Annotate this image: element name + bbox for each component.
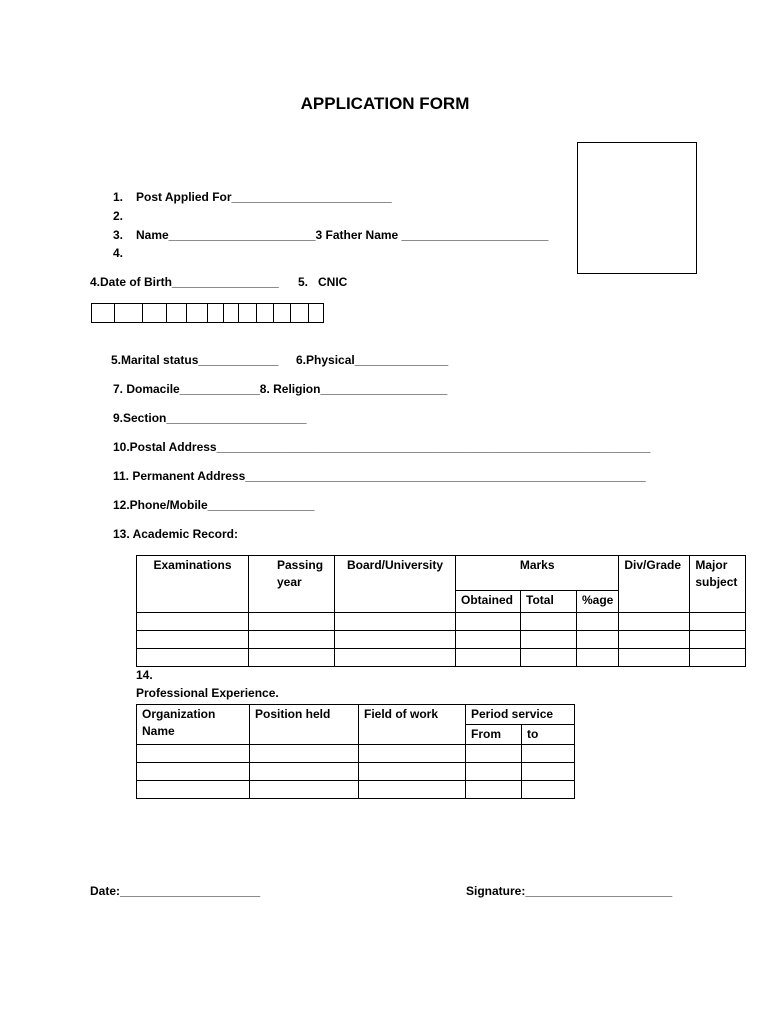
table-cell[interactable] (619, 613, 690, 631)
item-5-number: 5. (298, 275, 309, 289)
percentage-header: %age (577, 591, 619, 613)
marital-status-field[interactable]: 5.Marital status____________ (111, 353, 279, 367)
table-cell[interactable] (359, 763, 466, 781)
table-cell[interactable] (521, 613, 577, 631)
cnic-digit-box[interactable] (308, 304, 323, 322)
name-father-name-field[interactable]: Name______________________3 Father Name ______________________ (136, 228, 549, 242)
physical-field[interactable]: 6.Physical______________ (296, 353, 449, 367)
table-cell[interactable] (466, 763, 522, 781)
table-cell[interactable] (521, 631, 577, 649)
table-cell[interactable] (137, 781, 250, 799)
item-4-number: 4. (113, 246, 124, 260)
cnic-digit-box[interactable] (238, 304, 256, 322)
table-row (137, 745, 575, 763)
item-3-number: 3. (113, 228, 124, 242)
table-cell[interactable] (466, 781, 522, 799)
table-cell[interactable] (456, 631, 521, 649)
section-field[interactable]: 9.Section_____________________ (113, 411, 307, 425)
table-cell[interactable] (690, 631, 746, 649)
cnic-digit-box[interactable] (186, 304, 207, 322)
major-subject-header: Major subject (690, 556, 746, 613)
domacile-religion-field[interactable]: 7. Domacile____________8. Religion___________________ (113, 382, 448, 396)
examinations-header: Examinations (137, 556, 249, 613)
div-grade-header: Div/Grade (619, 556, 690, 613)
professional-experience-table (136, 704, 575, 799)
table-cell[interactable] (456, 649, 521, 667)
cnic-digit-box[interactable] (290, 304, 308, 322)
table-cell[interactable] (577, 613, 619, 631)
item-14-number: 14. (136, 668, 153, 682)
board-university-header: Board/University (335, 556, 456, 613)
organization-name-header: Organization Name (137, 705, 250, 745)
marks-header: Marks (456, 556, 619, 591)
obtained-header: Obtained (456, 591, 521, 613)
table-cell[interactable] (137, 763, 250, 781)
table-cell[interactable] (250, 745, 359, 763)
table-cell[interactable] (137, 613, 249, 631)
position-held-header: Position held (250, 705, 359, 745)
table-cell[interactable] (577, 631, 619, 649)
table-cell[interactable] (249, 631, 335, 649)
period-service-header: Period service (466, 705, 575, 725)
cnic-digit-box[interactable] (273, 304, 290, 322)
cnic-digit-box[interactable] (92, 304, 114, 322)
table-cell[interactable] (690, 613, 746, 631)
item-1-number: 1. (113, 190, 124, 204)
table-cell[interactable] (335, 649, 456, 667)
table-cell[interactable] (577, 649, 619, 667)
date-field[interactable]: Date:_____________________ (90, 884, 261, 898)
signature-field[interactable]: Signature:______________________ (466, 884, 673, 898)
total-header: Total (521, 591, 577, 613)
passing-year-header: Passing year (249, 556, 335, 613)
table-row (137, 631, 746, 649)
table-cell[interactable] (619, 631, 690, 649)
cnic-digit-box[interactable] (114, 304, 142, 322)
table-cell[interactable] (250, 781, 359, 799)
table-cell[interactable] (137, 631, 249, 649)
academic-record-heading: 13. Academic Record: (113, 527, 238, 541)
table-cell[interactable] (466, 745, 522, 763)
to-header: to (522, 725, 575, 745)
cnic-boxes[interactable] (91, 303, 324, 323)
table-cell[interactable] (456, 613, 521, 631)
table-cell[interactable] (522, 763, 575, 781)
table-cell[interactable] (137, 745, 250, 763)
cnic-digit-box[interactable] (166, 304, 186, 322)
table-cell[interactable] (522, 745, 575, 763)
table-row (137, 781, 575, 799)
table-cell[interactable] (619, 649, 690, 667)
table-row (137, 613, 746, 631)
table-cell[interactable] (521, 649, 577, 667)
photo-box (577, 142, 697, 274)
table-cell[interactable] (249, 649, 335, 667)
form-title: APPLICATION FORM (300, 94, 470, 113)
table-cell[interactable] (359, 745, 466, 763)
table-cell[interactable] (335, 613, 456, 631)
postal-address-field[interactable]: 10.Postal Address_________________________________________________________________ (113, 440, 651, 454)
academic-record-table (136, 555, 746, 667)
item-2-number: 2. (113, 209, 124, 223)
date-of-birth-field[interactable]: 4.Date of Birth________________ (90, 275, 279, 289)
table-cell[interactable] (335, 631, 456, 649)
from-header: From (466, 725, 522, 745)
table-cell[interactable] (690, 649, 746, 667)
table-cell[interactable] (359, 781, 466, 799)
field-of-work-header: Field of work (359, 705, 466, 745)
table-row (137, 649, 746, 667)
permanent-address-field[interactable]: 11. Permanent Address____________________________________________________________ (113, 469, 646, 483)
table-cell[interactable] (137, 649, 249, 667)
table-row (137, 763, 575, 781)
cnic-digit-box[interactable] (207, 304, 223, 322)
cnic-digit-box[interactable] (256, 304, 273, 322)
cnic-digit-box[interactable] (142, 304, 166, 322)
table-cell[interactable] (249, 613, 335, 631)
cnic-digit-box[interactable] (223, 304, 238, 322)
phone-mobile-field[interactable]: 12.Phone/Mobile________________ (113, 498, 315, 512)
table-cell[interactable] (250, 763, 359, 781)
professional-experience-heading: Professional Experience. (136, 686, 279, 700)
post-applied-for-field[interactable]: Post Applied For________________________ (136, 190, 392, 204)
table-cell[interactable] (522, 781, 575, 799)
cnic-label: CNIC (318, 275, 348, 289)
